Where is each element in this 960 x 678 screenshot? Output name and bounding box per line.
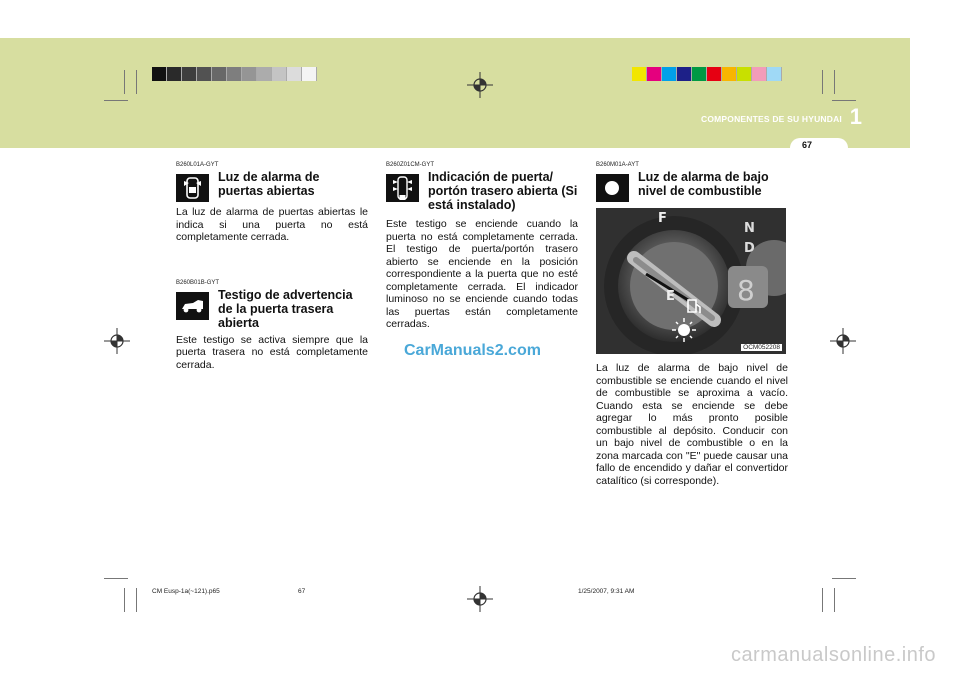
- calibration-swatch: [632, 67, 647, 81]
- bottom-watermark[interactable]: carmanualsonline.info: [730, 644, 936, 666]
- crop-mark: [834, 588, 835, 612]
- section-body: Este testigo se enciende cuando la puerta no está completamente cerrada. El testigo de puerta/portón trasero abierto se enciende en la posición correspondiente a la puerta que no esté completamente cerrada. El indicador luminoso no se enciende cuando todas las puertas están completamente cerradas.: [386, 218, 578, 330]
- section-heading: Luz de alarma de bajo nivel de combustible: [638, 170, 769, 198]
- gear-d: D: [744, 241, 755, 256]
- section-title: COMPONENTES DE SU HYUNDAI: [700, 114, 842, 124]
- calibration-swatch: [227, 67, 242, 81]
- crop-mark: [136, 588, 137, 612]
- gear-n: N: [744, 221, 755, 236]
- gauge-full-mark: F: [658, 211, 667, 226]
- page-number: 67: [801, 140, 812, 150]
- calibration-swatch: [257, 67, 272, 81]
- footer-page: 67: [298, 588, 306, 595]
- section-code: B260B01B-GYT: [176, 279, 220, 286]
- crop-mark: [822, 70, 823, 94]
- registration-mark-icon: [467, 72, 493, 98]
- calibration-swatch: [692, 67, 707, 81]
- calibration-swatch: [197, 67, 212, 81]
- image-label: OCM052208: [743, 344, 780, 351]
- calibration-swatch: [152, 67, 167, 81]
- crop-mark: [136, 70, 137, 94]
- section-heading: Testigo de advertencia de la puerta trasera abierta: [218, 287, 353, 330]
- calibration-swatch: [677, 67, 692, 81]
- gear-digit: 8: [737, 274, 755, 307]
- calibration-swatch: [212, 67, 227, 81]
- registration-mark-icon: [467, 586, 493, 612]
- section-heading: Luz de alarma de puertas abiertas: [218, 170, 320, 198]
- section-number: 1: [849, 104, 862, 129]
- section-heading: Indicación de puerta/ portón trasero abierta (Si está instalado): [428, 170, 578, 212]
- section-body: Este testigo se activa siempre que la puerta trasera no está completamente cerrada.: [176, 333, 368, 371]
- calibration-swatch: [302, 67, 317, 81]
- column-2: [386, 162, 578, 331]
- watermark-link[interactable]: CarManuals2.com: [404, 342, 541, 359]
- crop-mark: [104, 578, 128, 579]
- column-3: [596, 162, 788, 487]
- crop-mark: [822, 588, 823, 612]
- calibration-swatch: [767, 67, 782, 81]
- calibration-swatch: [737, 67, 752, 81]
- door-open-icon: [176, 174, 209, 202]
- calibration-swatch: [752, 67, 767, 81]
- section-code: B260L01A-GYT: [176, 162, 219, 168]
- registration-mark-icon: [104, 328, 130, 354]
- crop-mark: [104, 100, 128, 101]
- bottom-watermark-area: [0, 626, 960, 678]
- calibration-swatch: [167, 67, 182, 81]
- section-code: B260M01A-AYT: [596, 162, 639, 168]
- footer-file: CM Eusp-1a(~121).p65: [152, 588, 220, 595]
- calibration-swatch: [242, 67, 257, 81]
- crop-mark: [124, 70, 125, 94]
- tailgate-open-icon: [386, 174, 419, 202]
- calibration-swatch: [272, 67, 287, 81]
- crop-mark: [832, 578, 856, 579]
- crop-mark: [834, 70, 835, 94]
- column-1: [176, 162, 368, 371]
- fuel-warning-icon: [596, 174, 629, 202]
- section-code: B260Z01CM-GYT: [386, 162, 435, 168]
- section-body: La luz de alarma de bajo nivel de combustible se enciende cuando el nivel de combustible se aproxima a vacío. Cuando esta se enciende se debe agregar lo más pronto posible combustible al depósito. Conducir con un bajo nivel de combustible o en la zona marcada con "E" puede causar una fallo de encendido y dañar el convertidor catalítico (si corresponde).: [596, 362, 788, 487]
- calibration-swatch: [722, 67, 737, 81]
- crop-mark: [124, 588, 125, 612]
- gauge-empty-mark: E: [666, 289, 675, 304]
- calibration-swatch: [662, 67, 677, 81]
- section-body: La luz de alarma de puertas abiertas le indica si una puerta no está completamente cerrada.: [176, 206, 368, 243]
- calibration-swatch: [287, 67, 302, 81]
- registration-mark-icon: [830, 328, 856, 354]
- fuel-gauge-photo: [596, 208, 786, 354]
- calibration-swatch: [647, 67, 662, 81]
- calibration-swatch: [182, 67, 197, 81]
- crop-mark: [832, 100, 856, 101]
- trunk-open-icon: [176, 292, 209, 320]
- calibration-swatch: [707, 67, 722, 81]
- grayscale-bars: [152, 67, 317, 81]
- color-bars: [632, 67, 782, 81]
- footer-date: 1/25/2007, 9:31 AM: [578, 588, 635, 595]
